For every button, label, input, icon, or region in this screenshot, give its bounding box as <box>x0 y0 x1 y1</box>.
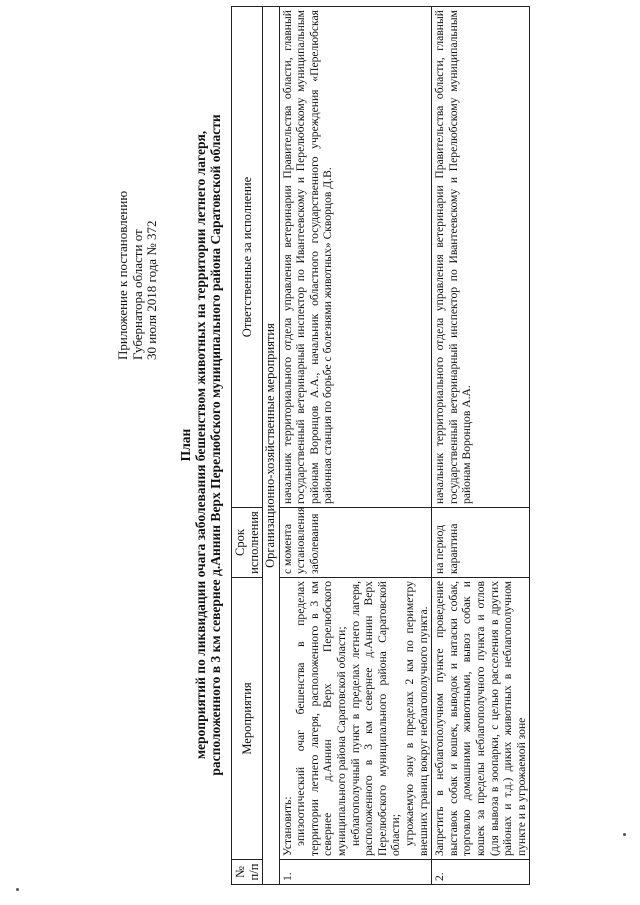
row-deadline: на период карантина <box>432 508 530 578</box>
scan-speck <box>623 833 626 836</box>
document-subtitle <box>193 25 223 865</box>
table-row <box>279 7 432 885</box>
measure-paragraph: эпизоотический очаг бешенства в пределах территории летнего лагеря, расположенного в 3 км севернее д.Аннин Верх Перелюбского муниципального района Саратовской области; <box>294 581 348 856</box>
row-measures <box>432 578 530 860</box>
measure-paragraph: Запретить в неблагополучном пункте проведение выставок собак и кошек, выводок и натаски собак, торговлю домашними животными, вывоз собак и кошек за пределы неблагополучного пункта и отлов (для вывоза в зоопарки, с целью расселения в других районах и т.д.) диких животных в неблагополучном пункте и в угрожаемой зоне <box>433 581 528 856</box>
measure-paragraph: неблагополучный пункт в пределах летнего лагеря, расположенного в 3 км севернее д.Аннин Верх Перелюбского муниципального района Саратовской области; <box>348 581 403 856</box>
row-num: 2. <box>432 860 530 885</box>
appendix-line-3: 30 июля 2018 года № 372 <box>144 220 159 360</box>
row-deadline: с момента установления заболевания <box>279 508 432 578</box>
measure-paragraph: Установить: <box>280 796 294 856</box>
measure-paragraph: угрожаемую зону в пределах 2 км по периметру внешних границ вокруг неблагополучного пункта. <box>402 581 430 856</box>
header-responsible: Ответственные за исполнение <box>232 7 263 508</box>
row-num: 1. <box>279 860 432 885</box>
scan-speck <box>16 888 19 891</box>
subtitle-line-2: расположенного в 3 км севернее д.Аннин Верх Перелюбского муниципального района Саратовской области <box>208 114 223 776</box>
row-measures <box>279 578 432 860</box>
row-responsible: начальник территориального отдела управления ветеринарии Правительства области, главный государственный ветеринарный инспектор по Ивантеевскому и Перелюбскому муниципальным районам Воронцов А.А., начальник областного государственного учреждения «Перелюбская районная станция по борьбе с болезнями животных» Скворцов Д.В. <box>279 7 432 508</box>
section-row <box>263 7 280 885</box>
document-heading: План <box>178 428 193 462</box>
table-row <box>432 7 530 885</box>
table-header-row <box>232 7 263 885</box>
appendix-line-2: Губернатора области от <box>129 229 145 360</box>
plan-table <box>231 6 530 885</box>
appendix-line-1: Приложение к постановлению <box>115 190 130 360</box>
header-measures: Мероприятия <box>232 578 263 860</box>
appendix-note <box>116 60 160 360</box>
subtitle-line-1: мероприятий по ликвидации очага заболевания бешенством животных на территории летнего лагеря, <box>193 130 208 760</box>
section-title: Организационно-хозяйственные мероприятия <box>263 7 280 885</box>
header-deadline: Срок исполнения <box>232 508 263 578</box>
header-num: № п/п <box>232 860 263 885</box>
row-responsible: начальник территориального отдела управления ветеринарии Правительства области, главный государственный ветеринарный инспектор по Ивантеевскому и Перелюбскому муниципальным районам Воронцов А.А. <box>432 7 530 508</box>
